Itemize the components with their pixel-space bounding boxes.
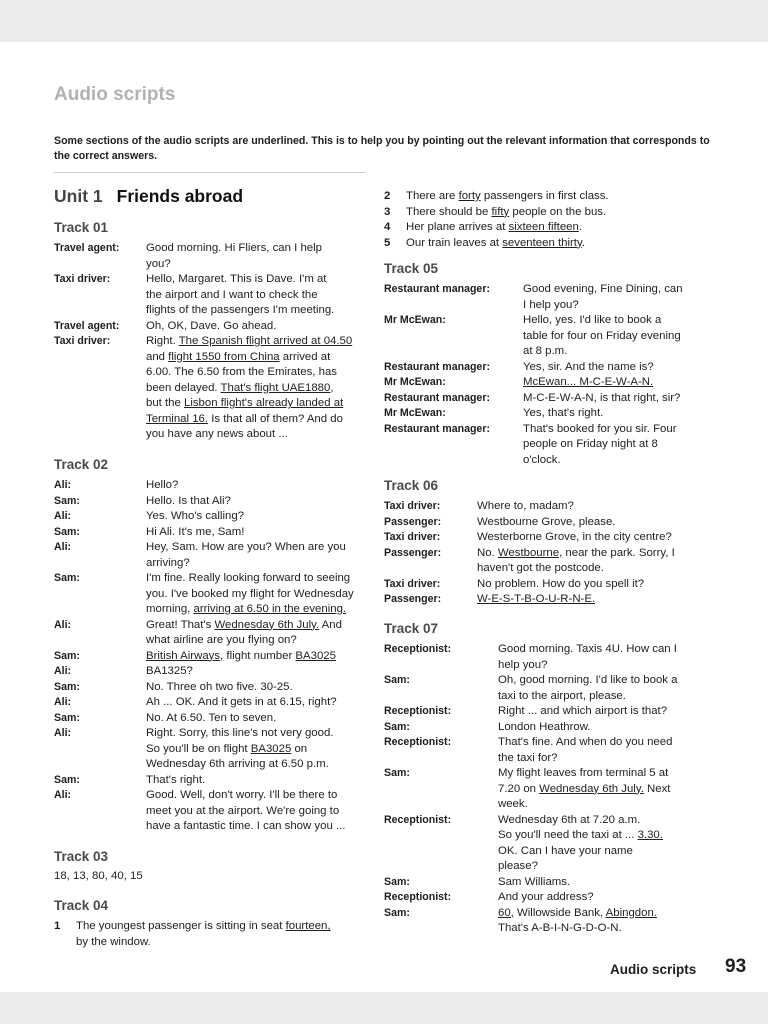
speech-text: Sam Williams.	[498, 875, 571, 888]
speaker-label: Ali:	[54, 541, 72, 553]
speech-text: That's right.	[146, 773, 206, 786]
track-07-heading: Track 07	[384, 621, 439, 636]
speech-text: I'm fine. Really looking forward to seeing	[146, 572, 351, 584]
speaker-label: Passenger:	[384, 546, 442, 559]
speech-text: So you'll be on flight BA3025 on	[146, 742, 308, 755]
speech-text: OK. Can I have your name	[498, 844, 633, 857]
speech-text: Terminal 16. Is that all of them? And do	[146, 412, 343, 425]
speaker-label: Sam:	[54, 680, 80, 693]
speaker-label: Receptionist:	[384, 705, 452, 717]
item-text: There should be fifty people on the bus.	[406, 205, 607, 218]
speech-text: Hi Ali. It's me, Sam!	[146, 525, 245, 538]
speech-text: please?	[498, 860, 538, 872]
speaker-label: Sam:	[384, 767, 410, 779]
speech-text: you have any news about ...	[146, 428, 288, 440]
speech-text: Right. The Spanish flight arrived at 04.50	[146, 335, 353, 347]
speaker-label: Mr McEwan:	[384, 407, 446, 419]
footer-section-label: Audio scripts	[610, 962, 697, 977]
speaker-label: Taxi driver:	[384, 577, 441, 590]
speech-text: Yes, sir. And the name is?	[523, 360, 654, 373]
item-number: 2	[384, 190, 391, 202]
speaker-label: Receptionist:	[384, 736, 452, 748]
speech-text: week.	[498, 798, 528, 810]
speech-text: Westbourne Grove, please.	[477, 515, 616, 528]
speech-text: So you'll need the taxi at ... 3.30.	[498, 829, 663, 841]
speech-text: at 8 p.m.	[523, 345, 568, 357]
speech-text: people on Friday night at 8	[523, 438, 658, 450]
speaker-label: Restaurant manager:	[384, 391, 490, 404]
speech-text: London Heathrow.	[498, 720, 591, 733]
speech-text: Good morning. Taxis 4U. How can I	[498, 643, 677, 655]
speech-text: you. I've booked my flight for Wednesday	[146, 587, 354, 600]
speech-text: but the Lisbon flight's already landed at	[146, 397, 344, 409]
speaker-label: Taxi driver:	[54, 335, 111, 347]
divider	[54, 172, 366, 173]
speech-text: Yes. Who's calling?	[146, 510, 244, 522]
speech-text: Hey, Sam. How are you? When are you	[146, 541, 346, 553]
speaker-label: Sam:	[54, 494, 80, 507]
intro-text: Some sections of the audio scripts are underlined. This is to help you by pointing out the relevant information that corresponds to the correct answers.	[54, 135, 710, 162]
speaker-label: Mr McEwan:	[384, 314, 446, 326]
speaker-label: Taxi driver:	[384, 531, 441, 543]
item-number: 5	[384, 236, 391, 249]
speech-text: Westerborne Grove, in the city centre?	[477, 531, 672, 543]
speaker-label: Travel agent:	[54, 319, 120, 332]
item-number: 4	[384, 221, 391, 233]
speech-text: Good morning. Hi Fliers, can I help	[146, 242, 322, 254]
speech-text: British Airways, flight number BA3025	[146, 649, 336, 662]
speech-text: flights of the passengers I'm meeting.	[146, 304, 335, 316]
speech-text: W-E-S-T-B-O-U-R-N-E.	[477, 593, 596, 605]
speaker-label: Sam:	[54, 773, 80, 786]
speech-text: taxi to the airport, please.	[498, 689, 626, 702]
unit-title: Friends abroad	[116, 186, 244, 206]
page-title: Audio scripts	[54, 84, 176, 105]
speaker-label: Sam:	[54, 649, 80, 662]
speech-text: morning, arriving at 6.50 in the evening.	[146, 603, 347, 615]
speech-text: No. Westbourne, near the park. Sorry, I	[477, 546, 675, 559]
speech-text: 7.20 on Wednesday 6th July. Next	[498, 782, 671, 795]
speech-text: what airline are you flying on?	[146, 634, 297, 646]
speaker-label: Mr McEwan:	[384, 376, 446, 388]
speech-text: you?	[146, 257, 171, 270]
speaker-label: Ali:	[54, 696, 72, 708]
item-text: There are forty passengers in first class.	[406, 190, 609, 202]
speaker-label: Sam:	[384, 875, 410, 888]
speaker-label: Receptionist:	[384, 813, 452, 826]
speaker-label: Ali:	[54, 479, 72, 491]
item-text: Her plane arrives at sixteen fifteen.	[406, 221, 583, 233]
speech-text: Right. Sorry, this line's not very good.	[146, 727, 334, 739]
item-text: The youngest passenger is sitting in seat fourteen,	[76, 920, 331, 932]
speaker-label: Ali:	[54, 789, 72, 801]
speech-text: Yes, that's right.	[523, 407, 604, 419]
unit-number: Unit 1	[54, 186, 103, 206]
speaker-label: Sam:	[54, 572, 80, 584]
speech-text: My flight leaves from terminal 5 at	[498, 767, 669, 779]
speech-text: BA1325?	[146, 665, 193, 677]
track-06-heading: Track 06	[384, 478, 439, 493]
speech-text: Right ... and which airport is that?	[498, 705, 668, 717]
speech-text: Oh, OK, Dave. Go ahead.	[146, 319, 277, 332]
speaker-label: Sam:	[54, 525, 80, 538]
speech-text: Hello?	[146, 479, 179, 491]
speaker-label: Sam:	[384, 674, 410, 686]
speaker-label: Restaurant manager:	[384, 360, 490, 373]
speaker-label: Ali:	[54, 510, 72, 522]
speech-text: the airport and I want to check the	[146, 288, 318, 301]
speech-text: Hello, Margaret. This is Dave. I'm at	[146, 273, 327, 285]
speech-text: have a fantastic time. I can show you ...	[146, 820, 346, 832]
speech-text: been delayed. That's flight UAE1880,	[146, 381, 334, 394]
speech-text: And your address?	[498, 891, 594, 903]
speaker-label: Passenger:	[384, 515, 442, 528]
speech-text: That's A-B-I-N-G-D-O-N.	[498, 922, 622, 934]
item-text: by the window.	[76, 935, 151, 948]
item-number: 1	[54, 920, 61, 932]
speech-text: 60, Willowside Bank, Abingdon.	[498, 906, 657, 919]
unit-heading	[54, 186, 243, 207]
track-03-numbers: 18, 13, 80, 40, 15	[54, 870, 143, 882]
track-03-heading: Track 03	[54, 849, 109, 864]
speech-text: meet you at the airport. We're going to	[146, 804, 340, 817]
speech-text: M-C-E-W-A-N, is that right, sir?	[523, 391, 681, 404]
speech-text: Oh, good morning. I'd like to book a	[498, 674, 678, 686]
speech-text: Wednesday 6th arriving at 6.50 p.m.	[146, 758, 329, 770]
speech-text: That's booked for you sir. Four	[523, 422, 677, 435]
speech-text: 6.00. The 6.50 from the Emirates, has	[146, 366, 337, 378]
speech-text: Hello. Is that Ali?	[146, 494, 231, 507]
speaker-label: Taxi driver:	[384, 500, 441, 512]
speaker-label: Receptionist:	[384, 643, 452, 655]
speech-text: table for four on Friday evening	[523, 329, 681, 342]
speaker-label: Sam:	[54, 711, 80, 724]
speech-text: No. Three oh two five. 30-25.	[146, 680, 293, 693]
speaker-label: Passenger:	[384, 593, 442, 605]
speech-text: o'clock.	[523, 453, 561, 466]
speaker-label: Restaurant manager:	[384, 283, 490, 295]
speech-text: I help you?	[523, 298, 579, 311]
track-01-heading: Track 01	[54, 220, 109, 235]
speech-text: Where to, madam?	[477, 500, 574, 512]
speech-text: No problem. How do you spell it?	[477, 577, 645, 590]
item-text: Our train leaves at seventeen thirty.	[406, 236, 585, 249]
track-02-heading: Track 02	[54, 457, 109, 472]
speech-text: Ah ... OK. And it gets in at 6.15, right?	[146, 696, 337, 708]
speech-text: arriving?	[146, 556, 190, 569]
speech-text: Good. Well, don't worry. I'll be there to	[146, 789, 338, 801]
speech-text: help you?	[498, 658, 548, 671]
speaker-label: Ali:	[54, 727, 72, 739]
speaker-label: Ali:	[54, 665, 72, 677]
page-number: 93	[725, 956, 747, 977]
speaker-label: Receptionist:	[384, 891, 452, 903]
speech-text: Hello, yes. I'd like to book a	[523, 314, 662, 326]
speech-text: McEwan... M-C-E-W-A-N.	[523, 376, 654, 388]
speech-text: the taxi for?	[498, 751, 558, 764]
track-04-heading: Track 04	[54, 898, 109, 913]
speech-text: No. At 6.50. Ten to seven.	[146, 711, 277, 724]
speaker-label: Travel agent:	[54, 242, 120, 254]
speaker-label: Sam:	[384, 906, 410, 919]
speaker-label: Ali:	[54, 618, 72, 631]
speech-text: Good evening, Fine Dining, can	[523, 283, 683, 295]
speech-text: Wednesday 6th at 7.20 a.m.	[498, 813, 641, 826]
speech-text: and flight 1550 from China arrived at	[146, 350, 331, 363]
speech-text: Great! That's Wednesday 6th July. And	[146, 618, 342, 631]
speaker-label: Taxi driver:	[54, 273, 111, 285]
speaker-label: Sam:	[384, 720, 410, 733]
item-number: 3	[384, 205, 391, 218]
speech-text: haven't got the postcode.	[477, 562, 604, 574]
speech-text: That's fine. And when do you need	[498, 736, 673, 748]
track-05-heading: Track 05	[384, 261, 439, 276]
speaker-label: Restaurant manager:	[384, 422, 490, 435]
